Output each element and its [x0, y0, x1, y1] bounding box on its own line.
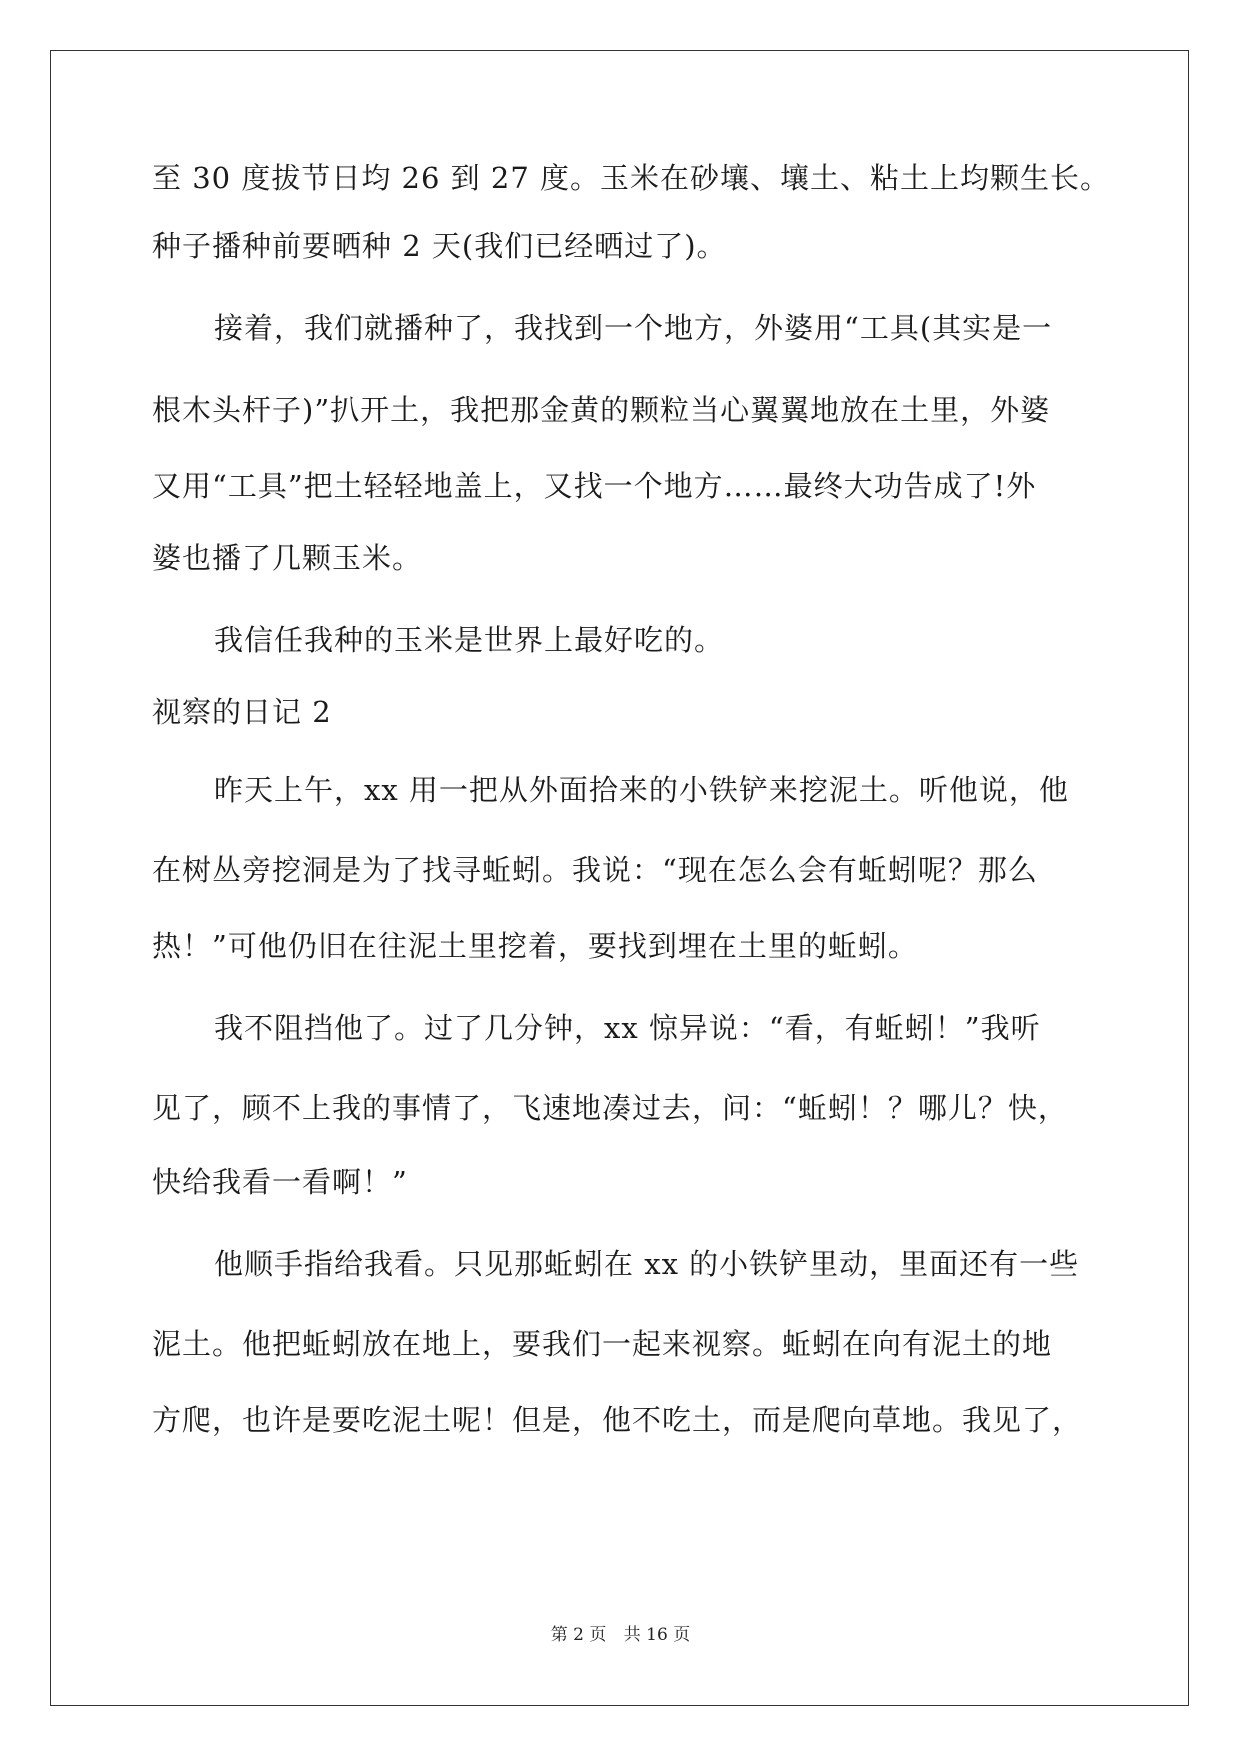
- text-line: 昨天上午，xx 用一把从外面拾来的小铁铲来挖泥土。听他说，他: [214, 773, 1069, 807]
- text-line: 根木头杆子)”扒开土，我把那金黄的颗粒当心翼翼地放在土里，外婆: [152, 393, 1051, 427]
- page-footer: [0, 1620, 1241, 1645]
- text-line: 婆也播了几颗玉米。: [152, 541, 423, 575]
- text-line: 又用“工具”把土轻轻地盖上，又找一个地方……最终大功告成了!外: [152, 469, 1037, 503]
- text-line: 接着，我们就播种了，我找到一个地方，外婆用“工具(其实是一: [214, 311, 1053, 345]
- text-line: 热！”可他仍旧在往泥土里挖着，要找到埋在土里的蚯蚓。: [152, 929, 918, 963]
- page-total: 共 16 页: [623, 1625, 691, 1645]
- text-line: 种子播种前要晒种 2 天(我们已经晒过了)。: [152, 229, 727, 263]
- text-line: 他顺手指给我看。只见那蚯蚓在 xx 的小铁铲里动，里面还有一些: [214, 1247, 1080, 1281]
- text-line: 方爬，也许是要吃泥土呢！但是，他不吃土，而是爬向草地。我见了，: [152, 1403, 1083, 1437]
- page-number: 第 2 页: [550, 1625, 607, 1645]
- text-line: 在树丛旁挖洞是为了找寻蚯蚓。我说：“现在怎么会有蚯蚓呢？那么: [152, 853, 1038, 887]
- text-line: 见了，顾不上我的事情了，飞速地凑过去，问：“蚯蚓！？哪儿？快，: [152, 1091, 1068, 1125]
- section-heading: 视察的日记 2: [152, 695, 332, 729]
- text-line: 泥土。他把蚯蚓放在地上，要我们一起来视察。蚯蚓在向有泥土的地: [152, 1327, 1053, 1361]
- text-line: 我信任我种的玉米是世界上最好吃的。: [214, 623, 725, 657]
- text-line: 我不阻挡他了。过了几分钟，xx 惊异说：“看，有蚯蚓！”我听: [214, 1011, 1041, 1045]
- text-line: 至 30 度拔节日均 26 到 27 度。玉米在砂壤、壤土、粘土上均颗生长。: [152, 161, 1111, 195]
- text-line: 快给我看一看啊！”: [152, 1165, 408, 1199]
